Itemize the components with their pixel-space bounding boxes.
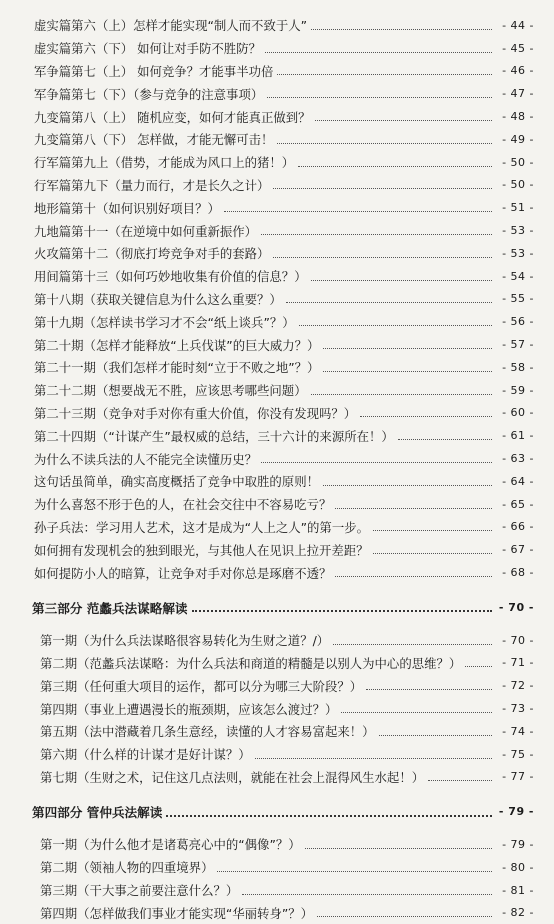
dot-leader	[311, 280, 492, 281]
dot-leader	[335, 508, 492, 509]
toc-entry[interactable]	[0, 561, 554, 584]
page-number: - 50 -	[502, 178, 534, 192]
dot-leader	[379, 735, 492, 736]
entry-title: 第二十四期（“计谋产生”最权威的总结，三十六计的来源所在！）	[34, 428, 394, 444]
entry-title: 第二期（范蠡兵法谋略：为什么兵法和商道的精髓是以别人为中心的思维？）	[40, 655, 462, 671]
entry-title: 九地篇第十一（在逆境中如何重新振作）	[34, 223, 258, 239]
entry-title: 这句话虽简单，确实高度概括了竞争中取胜的原则！	[34, 474, 319, 490]
dot-leader	[315, 120, 492, 121]
part-title: 第三部分 范蠡兵法谋略解读	[32, 600, 188, 616]
toc-entry[interactable]	[0, 379, 554, 402]
dot-leader	[217, 871, 492, 872]
page-number: - 70 -	[498, 600, 534, 614]
entry-title: 第一期（为什么他才是诸葛亮心中的“偶像”？）	[40, 837, 301, 853]
page-number: - 60 -	[502, 406, 534, 420]
entry-title: 地形篇第十（如何识别好项目？）	[34, 200, 220, 216]
toc-entry[interactable]	[0, 493, 554, 516]
page-number: - 59 -	[502, 383, 534, 397]
page-number: - 53 -	[502, 246, 534, 260]
page-number: - 56 -	[502, 315, 534, 329]
toc-entry[interactable]	[0, 402, 554, 425]
dot-leader	[242, 894, 492, 895]
toc-entry[interactable]	[0, 265, 554, 288]
dot-leader	[317, 916, 492, 917]
toc-entry[interactable]	[0, 242, 554, 265]
entry-title: 如何拥有发现机会的独到眼光，与其他人在见识上拉开差距？	[34, 542, 369, 558]
entry-title: 第四期（怎样做我们事业才能实现“华丽转身”？）	[40, 905, 314, 921]
page-number: - 46 -	[502, 64, 534, 78]
page-number: - 44 -	[502, 18, 534, 32]
dot-leader	[323, 485, 492, 486]
dot-leader	[360, 416, 492, 417]
dot-leader	[305, 848, 492, 849]
entry-title: 虚实篇第六（上）怎样才能实现“制人而不致于人”	[34, 18, 308, 34]
entry-title: 第一期（为什么兵法谋略很容易转化为生财之道？/）	[40, 633, 330, 649]
dot-leader	[341, 712, 492, 713]
part-title: 第四部分 管仲兵法解读	[32, 805, 163, 821]
toc-entry[interactable]	[0, 720, 554, 743]
entry-title: 为什么不读兵法的人不能完全读懂历史？	[34, 451, 258, 467]
toc-entry[interactable]	[0, 288, 554, 311]
toc-entry[interactable]	[0, 14, 554, 37]
toc-entry[interactable]	[0, 60, 554, 83]
toc-entry[interactable]	[0, 174, 554, 197]
page-number: - 58 -	[502, 360, 534, 374]
entry-title: 第二十三期（竞争对手对你有重大价值，你没有发现吗？）	[34, 405, 357, 421]
page-number: - 79 -	[502, 837, 534, 851]
entry-title: 第四期（事业上遭遇漫长的瓶颈期，应该怎么渡过？）	[40, 701, 338, 717]
toc-entry[interactable]	[0, 674, 554, 697]
entry-title: 第七期（生财之术，记住这几点法则，就能在社会上混得风生水起！）	[40, 769, 425, 785]
page-number: - 50 -	[502, 155, 534, 169]
dot-leader	[261, 462, 492, 463]
page-number: - 72 -	[502, 679, 534, 693]
page-number: - 55 -	[502, 292, 534, 306]
toc-entry[interactable]	[0, 879, 554, 902]
toc-entry[interactable]	[0, 516, 554, 539]
part-heading-3[interactable]	[0, 596, 554, 619]
toc-entry[interactable]	[0, 82, 554, 105]
entry-title: 火攻篇第十二（彻底打垮竞争对手的套路）	[34, 246, 270, 262]
dot-leader	[311, 29, 492, 30]
toc-group-part4	[0, 833, 554, 924]
entry-title: 第五期（法中潜藏着几条生意经，读懂的人才容易富起来！）	[40, 724, 375, 740]
entry-title: 九变篇第八（下） 怎样做，才能无懈可击！	[34, 132, 274, 148]
page-number: - 51 -	[502, 201, 534, 215]
toc-entry[interactable]	[0, 310, 554, 333]
entry-title: 第二十期（怎样才能释放“上兵伐谋”的巨大威力？）	[34, 337, 320, 353]
dot-leader	[267, 97, 492, 98]
entry-title: 军争篇第七（上） 如何竞争？才能事半功倍	[34, 63, 274, 79]
dot-leader	[373, 553, 492, 554]
toc-entry[interactable]	[0, 37, 554, 60]
entry-title: 第六期（什么样的计谋才是好计谋？）	[40, 747, 251, 763]
dot-leader	[366, 689, 492, 690]
dot-leader	[323, 348, 492, 349]
part-heading-4[interactable]	[0, 800, 554, 823]
dot-leader	[373, 530, 492, 531]
toc-entry[interactable]	[0, 743, 554, 766]
toc-entry[interactable]	[0, 356, 554, 379]
toc-group-part2	[0, 14, 554, 584]
table-of-contents	[0, 14, 554, 924]
page-number: - 53 -	[502, 224, 534, 238]
entry-title: 用间篇第十三（如何巧妙地收集有价值的信息？）	[34, 269, 307, 285]
page-number: - 75 -	[502, 747, 534, 761]
entry-title: 行军篇第九上（借势，才能成为风口上的猪！）	[34, 155, 295, 171]
page-number: - 54 -	[502, 269, 534, 283]
toc-entry[interactable]	[0, 629, 554, 652]
toc-entry[interactable]	[0, 196, 554, 219]
toc-entry[interactable]	[0, 538, 554, 561]
toc-entry[interactable]	[0, 901, 554, 924]
dot-leader	[273, 188, 492, 189]
page-number: - 65 -	[502, 497, 534, 511]
page-number: - 63 -	[502, 452, 534, 466]
toc-entry[interactable]	[0, 447, 554, 470]
entry-title: 第二期（领袖人物的四重境界）	[40, 860, 214, 876]
dot-leader	[277, 143, 492, 144]
dot-leader	[224, 211, 492, 212]
entry-title: 第三期（任何重大项目的运作，都可以分为哪三大阶段？）	[40, 678, 363, 694]
dot-leader	[298, 166, 492, 167]
dot-leader	[299, 325, 492, 326]
dot-leader	[286, 302, 492, 303]
page-number: - 74 -	[502, 724, 534, 738]
entry-title: 行军篇第九下（量力而行，才是长久之计）	[34, 177, 270, 193]
dot-leader	[323, 371, 492, 372]
entry-title: 如何提防小人的暗算，让竞争对手对你总是琢磨不透？	[34, 565, 332, 581]
page-number: - 67 -	[502, 543, 534, 557]
page-number: - 82 -	[502, 906, 534, 920]
entry-title: 军争篇第七（下）（参与竞争的注意事项）	[34, 86, 264, 102]
entry-title: 为什么喜怒不形于色的人，在社会交往中不容易吃亏？	[34, 497, 332, 513]
dot-leader	[261, 234, 492, 235]
entry-title: 虚实篇第六（下） 如何让对手防不胜防？	[34, 41, 261, 57]
page-number: - 47 -	[502, 87, 534, 101]
entry-title: 孙子兵法：学习用人艺术，这才是成为“人上之人”的第一步。	[34, 519, 369, 535]
dot-leader	[255, 758, 492, 759]
dot-leader	[333, 644, 492, 645]
entry-title: 第二十二期（想要战无不胜，应该思考哪些问题）	[34, 383, 307, 399]
toc-entry[interactable]	[0, 856, 554, 879]
page-number: - 45 -	[502, 41, 534, 55]
page-number: - 64 -	[502, 474, 534, 488]
toc-entry[interactable]	[0, 424, 554, 447]
page-number: - 57 -	[502, 338, 534, 352]
spacer	[0, 619, 554, 629]
spacer	[0, 584, 554, 596]
toc-entry[interactable]	[0, 470, 554, 493]
dot-leader	[311, 394, 492, 395]
dot-leader	[273, 257, 492, 258]
dot-leader	[265, 52, 492, 53]
toc-entry[interactable]	[0, 105, 554, 128]
toc-entry[interactable]	[0, 219, 554, 242]
page-number: - 81 -	[502, 883, 534, 897]
page-number: - 79 -	[498, 805, 534, 819]
entry-title: 九变篇第八（上） 随机应变，如何才能真正做到？	[34, 109, 311, 125]
toc-group-part3	[0, 629, 554, 789]
dot-leader	[277, 74, 492, 75]
dot-leader	[465, 666, 492, 667]
dot-leader	[335, 576, 492, 577]
page-number: - 66 -	[502, 520, 534, 534]
page-number: - 80 -	[502, 860, 534, 874]
page-number: - 49 -	[502, 132, 534, 146]
toc-entry[interactable]	[0, 833, 554, 856]
page-number: - 70 -	[502, 633, 534, 647]
entry-title: 第二十一期（我们怎样才能时刻“立于不败之地”？）	[34, 360, 320, 376]
dot-leader	[398, 439, 492, 440]
page-number: - 68 -	[502, 566, 534, 580]
page-number: - 77 -	[502, 770, 534, 784]
page-number: - 71 -	[502, 656, 534, 670]
entry-title: 第十八期（获取关键信息为什么这么重要？）	[34, 291, 282, 307]
toc-entry[interactable]	[0, 128, 554, 151]
page-number: - 48 -	[502, 110, 534, 124]
toc-entry[interactable]	[0, 151, 554, 174]
page-number: - 61 -	[502, 429, 534, 443]
toc-entry[interactable]	[0, 333, 554, 356]
dot-leader	[166, 815, 492, 817]
page-number: - 73 -	[502, 702, 534, 715]
toc-entry[interactable]	[0, 766, 554, 789]
spacer	[0, 788, 554, 800]
dot-leader	[192, 610, 492, 612]
dot-leader	[428, 780, 492, 781]
toc-entry[interactable]	[0, 652, 554, 675]
entry-title: 第三期（干大事之前要注意什么？）	[40, 883, 239, 899]
entry-title: 第十九期（怎样读书学习才不会“纸上谈兵”？）	[34, 314, 295, 330]
toc-entry[interactable]	[0, 697, 554, 720]
